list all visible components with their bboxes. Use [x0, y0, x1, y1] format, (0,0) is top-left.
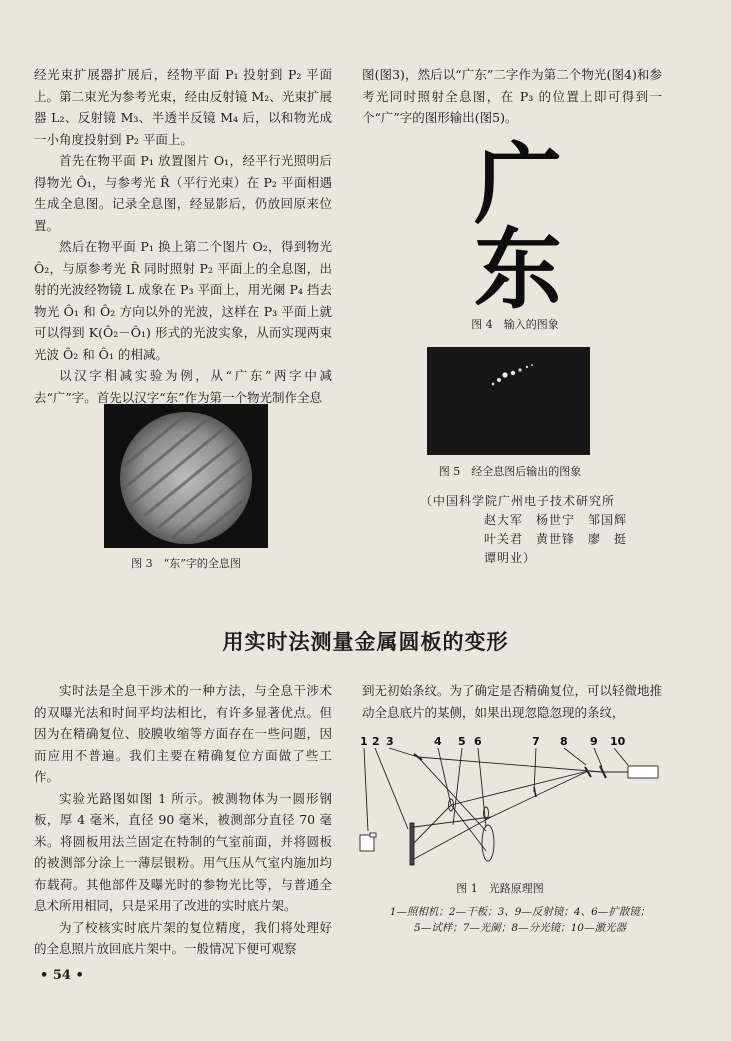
fig1-caption: 图 1 光路原理图 [456, 882, 544, 895]
paragraph: 到无初始条纹。为了确定是否精确复位，可以轻微地推动全息底片的某侧，如果出现忽隐忽现的条纹， [362, 683, 663, 720]
article-title: 用实时法测量金属圆板的变形 [222, 629, 509, 654]
fig1-label: 3 [386, 735, 394, 748]
fig3-hologram-image [104, 404, 268, 548]
right-column-bottom [362, 680, 662, 723]
authors-line: 谭明业） [484, 551, 537, 565]
paragraph: 为了校核实时底片架的复位精度，我们将处理好的全息照片放回底片架中。一般情况下便可观察 [34, 919, 332, 956]
fig3-caption: 图 3 “东”字的全息图 [131, 557, 241, 570]
authors-line: 叶关君 黄世锋 廖 挺 [484, 532, 628, 546]
author-affiliation [420, 492, 660, 568]
fig5-caption: 图 5 经全息图后输出的图象 [438, 465, 582, 478]
paragraph: 图(图3)，然后以“广东”二字作为第二个物光(图4)和参考光同时照射全息图，在 P₃ 的位置上即可得到一个“广”字的图形输出(图5)。 [362, 67, 662, 125]
fig1-label: 5 [458, 735, 466, 748]
paragraph: 实验光路图如图 1 所示。被测物体为一圆形钢板，厚 4 毫米，直径 90 毫米，被测部分直径 70 毫米。将圆板用法兰固定在特制的气室前面，并将圆板的被测部分涂上一薄层银粉。用气压从气室内施加均布载荷。其他部件及曝光时的参物光比等，与普通全息术所用相同，只是采用了改进的实时底片架。 [34, 790, 332, 913]
fig1-label: 6 [474, 735, 482, 748]
fig4-char-guang: 广 [473, 135, 563, 236]
paragraph: 然后在物平面 P₁ 换上第二个图片 O₂，得到物光 Ô₂，与原参考光 R̂ 同时照射 P₂ 平面上的全息图，出射的光波经物镜 L 成象在 P₃ 平面上，用光阑 P₄ 挡去物光 Ô₁ 和 Ô₂ 方向以外的光波，这样在 P₃ 平面上就可以得到 K(Ô₂－Ô₁) 形式的光波实象，从而实现两束光波 Ô₂ 和 Ô₁ 的相减。 [34, 239, 332, 362]
fig1-optical-path-diagram [356, 735, 676, 875]
fig1-label: 7 [532, 735, 540, 748]
fig1-label: 4 [434, 735, 442, 748]
fig1-label: 2 [372, 735, 380, 748]
fig4-input-image [448, 135, 588, 310]
paragraph: 经光束扩展器扩展后，经物平面 P₁ 投射到 P₂ 平面上。第二束光为参考光束，经由反射镜 M₂、光束扩展器 L₂、反射镜 M₃、半透半反镜 M₄ 后，以和物光成一小角度投射到 P₂ 平面上。 [34, 67, 332, 147]
fig1-label: 8 [560, 735, 568, 748]
institution: （中国科学院广州电子技术研究所 [420, 494, 616, 508]
left-column-bottom [34, 680, 332, 960]
fig1-legend-line: 5—试样；7—光阑；8—分光镜；10—激光器 [414, 922, 626, 934]
paragraph: 实时法是全息干涉术的一种方法，与全息干涉术的双曝光法和时间平均法相比，有许多显著优点。但因为在精确复位、胶膜收缩等方面存在一些问题，因而应用不普遍。我们主要在精确复位方面做了些工作。 [34, 683, 332, 784]
fig1-label: 9 [590, 735, 598, 748]
paragraph: 以汉字相减实验为例，从“广东”两字中减去“广”字。首先以汉字“东”作为第一个物光制作全息 [34, 368, 332, 405]
fig1-legend-line: 1—照相机；2—干板；3、9—反射镜；4、6—扩散镜； [389, 906, 651, 918]
fig4-caption: 图 4 输入的图象 [471, 318, 559, 331]
fig4-char-dong: 东 [473, 218, 563, 310]
left-column-top [34, 64, 332, 408]
fig1-legend [370, 904, 670, 936]
paragraph: 首先在物平面 P₁ 放置图片 O₁，经平行光照明后得物光 Ô₁，与参考光 R̂（平行光束）在 P₂ 平面相遇生成全息图。记录全息图，经显影后，仍放回原来位置。 [34, 153, 332, 233]
fig5-output-image [427, 347, 590, 455]
authors-line: 赵大军 杨世宁 邹国辉 [484, 513, 628, 527]
fig1-label: 10 [610, 735, 626, 748]
right-column-top [362, 64, 662, 129]
page-number: • 54 • [40, 968, 84, 983]
fig1-label: 1 [360, 735, 368, 748]
